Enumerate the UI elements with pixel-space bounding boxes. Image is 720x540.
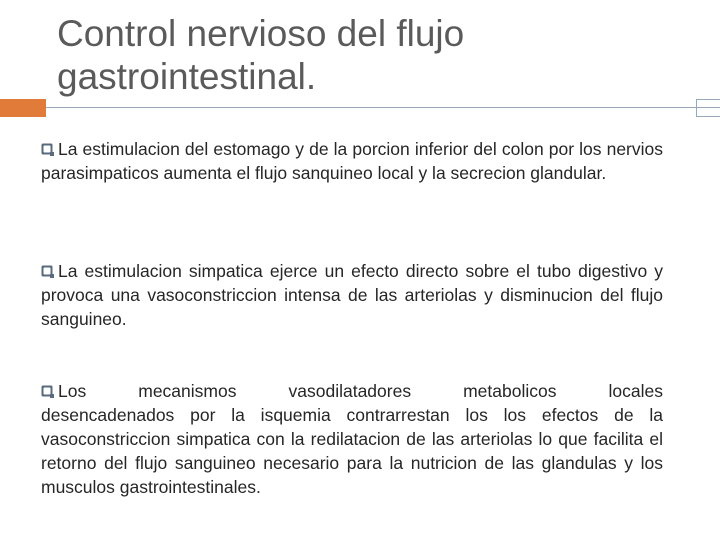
q-bullet-icon xyxy=(41,265,54,278)
title-accent-bar xyxy=(0,99,46,117)
q-bullet-icon xyxy=(41,385,54,398)
bullet-text: La estimulacion simpatica ejerce un efecto directo sobre el tubo digestivo y provoca una vasoconstriccion intensa de las arteriolas y disminucion del flujo sanguineo. xyxy=(41,261,663,329)
bullet-paragraph-3 xyxy=(41,379,663,499)
title-corner-decoration xyxy=(696,99,720,117)
bullet-paragraph-1 xyxy=(41,137,663,185)
slide-title: Control nervioso del flujo gastrointestinal. xyxy=(57,13,465,97)
bullet-paragraph-2 xyxy=(41,259,663,331)
bullet-first-line xyxy=(41,379,663,403)
bullet-text-first: Los mecanismos vasodilatadores metabolicos locales xyxy=(58,381,663,401)
bullet-text: La estimulacion del estomago y de la porcion inferior del colon por los nervios parasimpaticos aumenta el flujo sanquineo local y la secrecion glandular. xyxy=(41,139,663,183)
q-bullet-icon xyxy=(41,143,54,156)
title-divider-line xyxy=(46,107,720,108)
bullet-text-rest: desencadenados por la isquemia contrarrestan los los efectos de la vasoconstriccion simpatica con la redilatacion de las arteriolas lo que facilita el retorno del flujo sanguineo necesario para la nutricion de las glandulas y los musculos gastrointestinales. xyxy=(41,405,663,497)
